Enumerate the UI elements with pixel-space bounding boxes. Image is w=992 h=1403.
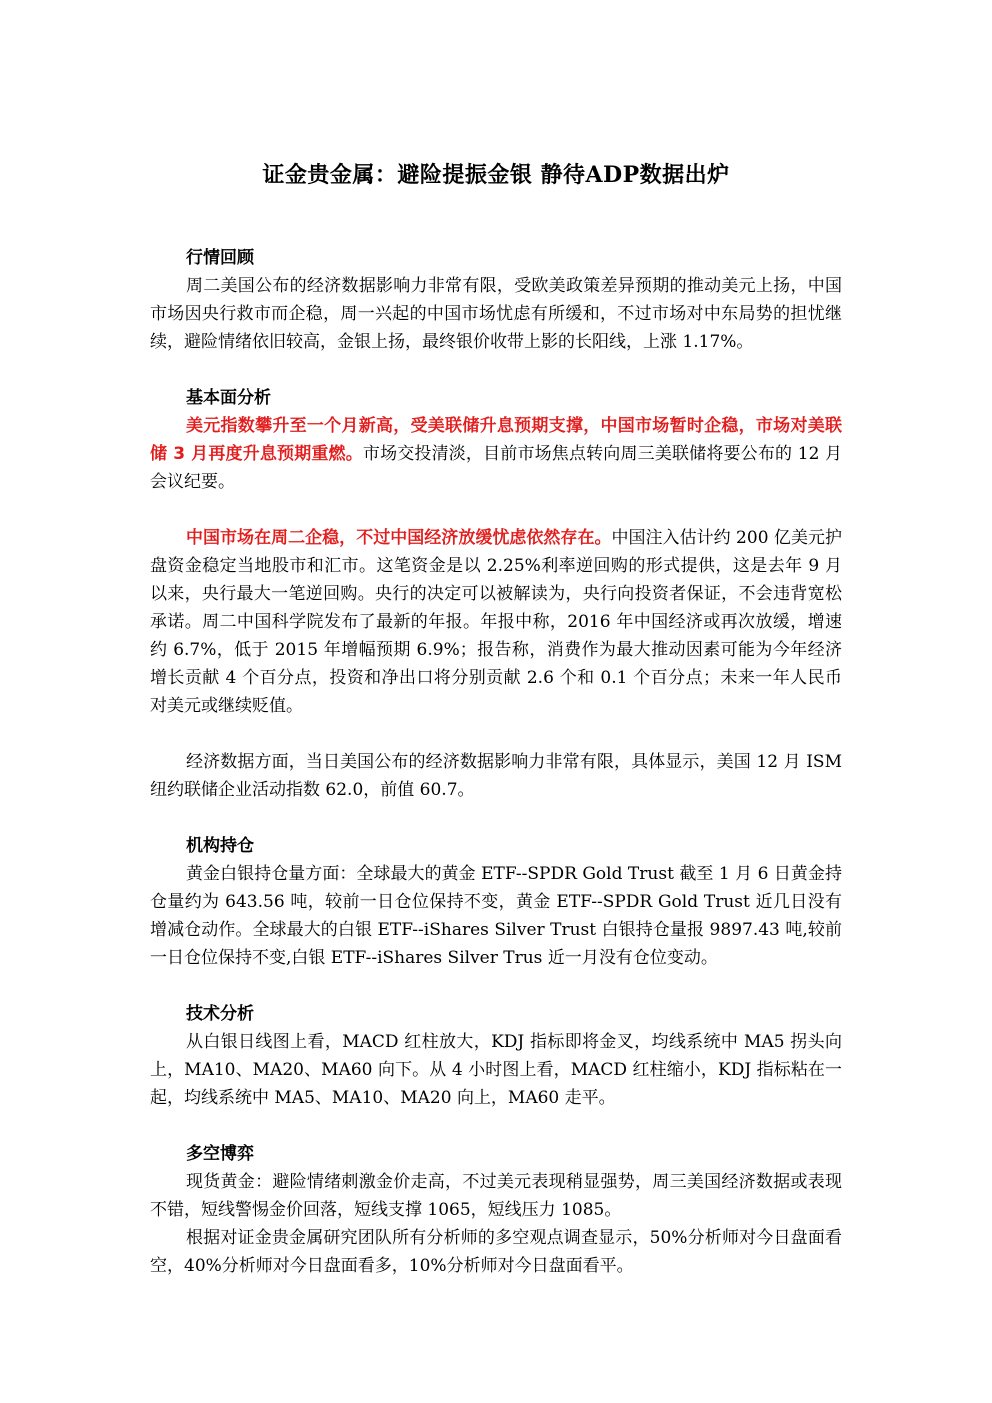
section-outlook — [150, 1140, 842, 1280]
paragraph: 周二美国公布的经济数据影响力非常有限，受欧美政策差异预期的推动美元上扬，中国市场因央行救市而企稳，周一兴起的中国市场忧虑有所缓和，不过市场对中东局势的担忧继续，避险情绪依旧较高，金银上扬，最终银价收带上影的长阳线，上涨 1.17%。 — [150, 276, 842, 352]
section-heading: 基本面分析 — [186, 388, 271, 408]
section-heading: 行情回顾 — [186, 248, 254, 268]
highlighted-text: 美元指数攀升至一个月新高，受美联储升息预期支撑，中国市场暂时企稳，市场对美联储 3 月再度升息预期重燃。 — [150, 416, 842, 464]
document-body — [150, 244, 842, 1280]
section-positions — [150, 832, 842, 972]
section-market-review — [150, 244, 842, 356]
paragraph: 经济数据方面，当日美国公布的经济数据影响力非常有限，具体显示，美国 12 月 ISM 纽约联储企业活动指数 62.0，前值 60.7。 — [150, 752, 842, 800]
section-heading: 多空博弈 — [186, 1144, 254, 1164]
paragraph: 现货黄金：避险情绪刺激金价走高，不过美元表现稍显强势，周三美国经济数据或表现不错，短线警惕金价回落，短线支撑 1065，短线压力 1085。 — [150, 1172, 842, 1220]
section-technical — [150, 1000, 842, 1112]
section-fundamental — [150, 384, 842, 804]
paragraph: 从白银日线图上看，MACD 红柱放大，KDJ 指标即将金叉，均线系统中 MA5 拐头向上，MA10、MA20、MA60 向下。从 4 小时图上看，MACD 红柱缩小，KDJ 指标粘在一起，均线系统中 MA5、MA10、MA20 向上，MA60 走平。 — [150, 1032, 842, 1108]
section-heading: 技术分析 — [186, 1004, 254, 1024]
paragraph — [150, 412, 842, 496]
highlighted-text: 中国市场在周二企稳，不过中国经济放缓忧虑依然存在。 — [186, 528, 612, 548]
paragraph-text: 中国注入估计约 200 亿美元护盘资金稳定当地股市和汇市。这笔资金是以 2.25%利率逆回购的形式提供，这是去年 9 月以来，央行最大一笔逆回购。央行的决定可以被解读为，央行向投资者保证，不会违背宽松承诺。周二中国科学院发布了最新的年报。年报中称，2016 年中国经济或再次放缓，增速约 6.7%，低于 2015 年增幅预期 6.9%；报告称，消费作为最大推动因素可能为今年经济增长贡献 4 个百分点，投资和净出口将分别贡献 2.6 个和 0.1 个百分点；未来一年人民币对美元或继续贬值。 — [150, 528, 842, 716]
page-title: 证金贵金属：避险提振金银 静待ADP数据出炉 — [262, 162, 730, 188]
paragraph-text: 市场交投清淡，目前市场焦点转向周三美联储将要公布的 12 月会议纪要。 — [150, 444, 842, 492]
section-heading: 机构持仓 — [186, 836, 254, 856]
paragraph — [150, 524, 842, 720]
paragraph: 根据对证金贵金属研究团队所有分析师的多空观点调查显示，50%分析师对今日盘面看空，40%分析师对今日盘面看多，10%分析师对今日盘面看平。 — [150, 1228, 842, 1276]
paragraph: 黄金白银持仓量方面：全球最大的黄金 ETF--SPDR Gold Trust 截至 1 月 6 日黄金持仓量约为 643.56 吨，较前一日仓位保持不变，黄金 ETF--SPDR Gold Trust 近几日没有增减仓动作。全球最大的白银 ETF--iShares Silver Trust 白银持仓量报 9897.43 吨,较前一日仓位保持不变,白银 ETF--iShares Silver Trus 近一月没有仓位变动。 — [150, 864, 842, 968]
